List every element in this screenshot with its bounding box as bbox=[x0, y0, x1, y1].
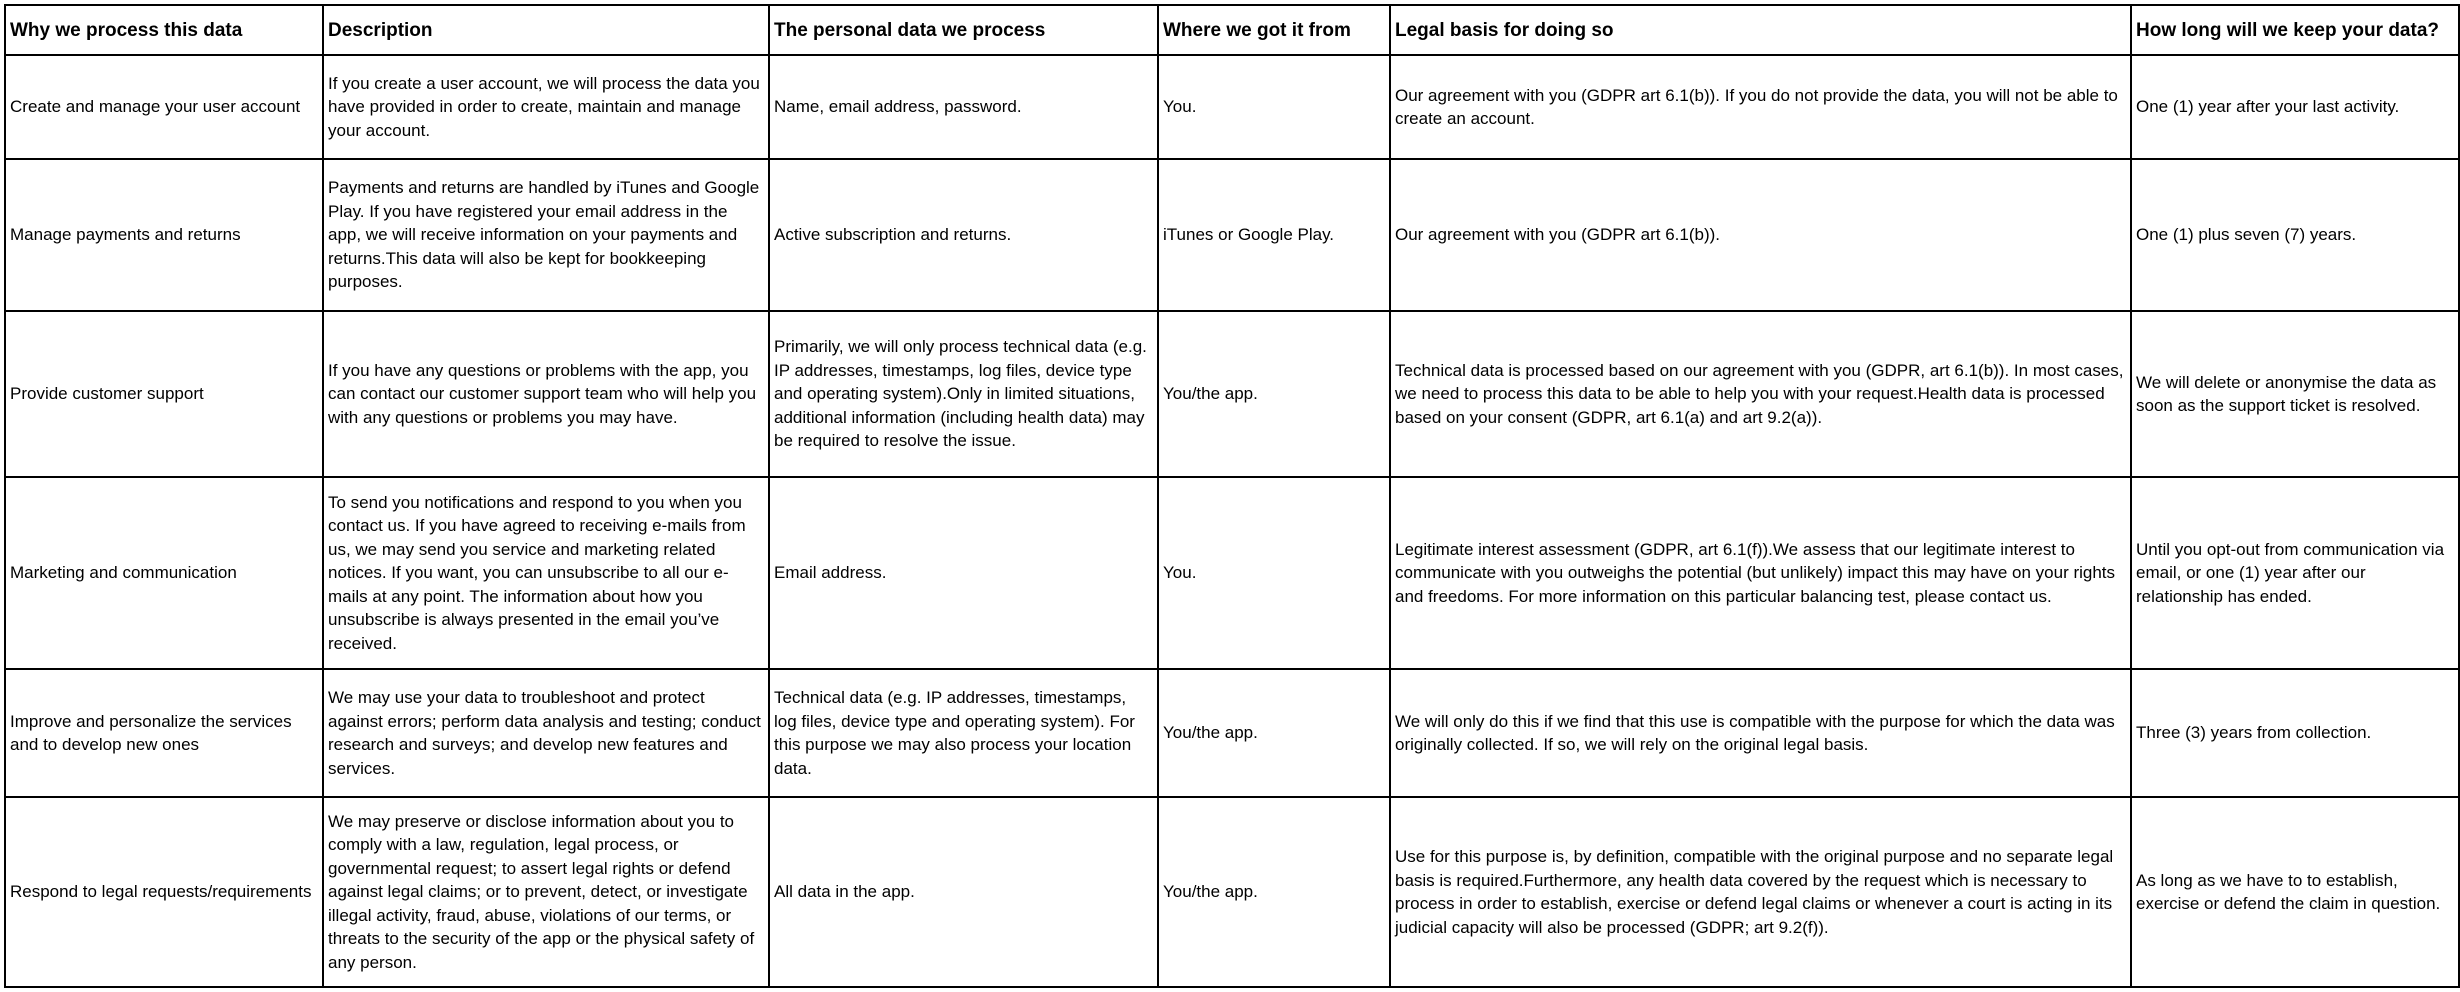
cell-retention: One (1) plus seven (7) years. bbox=[2131, 159, 2459, 311]
table-row bbox=[5, 159, 2459, 311]
table-row bbox=[5, 669, 2459, 797]
cell-purpose: Respond to legal requests/requirements bbox=[5, 797, 323, 987]
cell-retention: One (1) year after your last activity. bbox=[2131, 55, 2459, 159]
cell-purpose: Manage payments and returns bbox=[5, 159, 323, 311]
cell-retention: As long as we have to to establish, exercise or defend the claim in question. bbox=[2131, 797, 2459, 987]
cell-legal-basis: Use for this purpose is, by definition, compatible with the original purpose and no separate legal basis is required.Furthermore, any health data covered by the request which is necessary to process in order to establish, exercise or defend legal claims or whenever a court is acting in its judicial capacity will also be processed (GDPR; art 9.2(f)). bbox=[1390, 797, 2131, 987]
cell-source: iTunes or Google Play. bbox=[1158, 159, 1390, 311]
cell-description: Payments and returns are handled by iTunes and Google Play. If you have registered your email address in the app, we will receive information on your payments and returns.This data will also be kept for bookkeeping purposes. bbox=[323, 159, 769, 311]
header-description: Description bbox=[323, 5, 769, 55]
cell-description: We may use your data to troubleshoot and protect against errors; perform data analysis and testing; conduct research and surveys; and develop new features and services. bbox=[323, 669, 769, 797]
data-processing-table-container bbox=[4, 4, 2460, 988]
header-source: Where we got it from bbox=[1158, 5, 1390, 55]
header-personal-data: The personal data we process bbox=[769, 5, 1158, 55]
table-row bbox=[5, 797, 2459, 987]
header-purpose: Why we process this data bbox=[5, 5, 323, 55]
cell-personal-data: All data in the app. bbox=[769, 797, 1158, 987]
cell-personal-data: Name, email address, password. bbox=[769, 55, 1158, 159]
header-row bbox=[5, 5, 2459, 55]
cell-purpose: Marketing and communication bbox=[5, 477, 323, 669]
cell-source: You/the app. bbox=[1158, 311, 1390, 477]
table-row bbox=[5, 477, 2459, 669]
data-processing-table bbox=[4, 4, 2460, 988]
cell-description: We may preserve or disclose information about you to comply with a law, regulation, legal process, or governmental request; to assert legal rights or defend against legal claims; or to prevent, detect, or investigate illegal activity, fraud, abuse, violations of our terms, or threats to the security of the app or the physical safety of any person. bbox=[323, 797, 769, 987]
cell-description: If you create a user account, we will process the data you have provided in order to create, maintain and manage your account. bbox=[323, 55, 769, 159]
cell-purpose: Improve and personalize the services and to develop new ones bbox=[5, 669, 323, 797]
cell-legal-basis: Our agreement with you (GDPR art 6.1(b)). If you do not provide the data, you will not be able to create an account. bbox=[1390, 55, 2131, 159]
cell-legal-basis: We will only do this if we find that this use is compatible with the purpose for which the data was originally collected. If so, we will rely on the original legal basis. bbox=[1390, 669, 2131, 797]
table-header bbox=[5, 5, 2459, 55]
cell-personal-data: Email address. bbox=[769, 477, 1158, 669]
cell-retention: Until you opt-out from communication via email, or one (1) year after our relationship has ended. bbox=[2131, 477, 2459, 669]
table-body bbox=[5, 55, 2459, 987]
cell-legal-basis: Technical data is processed based on our agreement with you (GDPR, art 6.1(b)). In most cases, we need to process this data to be able to help you with your request.Health data is processed based on your consent (GDPR, art 6.1(a) and art 9.2(a)). bbox=[1390, 311, 2131, 477]
table-row bbox=[5, 311, 2459, 477]
cell-source: You/the app. bbox=[1158, 669, 1390, 797]
cell-personal-data: Technical data (e.g. IP addresses, timestamps, log files, device type and operating system). For this purpose we may also process your location data. bbox=[769, 669, 1158, 797]
header-legal-basis: Legal basis for doing so bbox=[1390, 5, 2131, 55]
cell-description: To send you notifications and respond to you when you contact us. If you have agreed to receiving e-mails from us, we may send you service and marketing related notices. If you want, you can unsubscribe to all our e-mails at any point. The information about how you unsubscribe is always presented in the email you’ve received. bbox=[323, 477, 769, 669]
table-row bbox=[5, 55, 2459, 159]
cell-personal-data: Active subscription and returns. bbox=[769, 159, 1158, 311]
cell-description: If you have any questions or problems with the app, you can contact our customer support team who will help you with any questions or problems you may have. bbox=[323, 311, 769, 477]
cell-source: You. bbox=[1158, 477, 1390, 669]
cell-legal-basis: Legitimate interest assessment (GDPR, art 6.1(f)).We assess that our legitimate interest to communicate with you outweighs the potential (but unlikely) impact this may have on your rights and freedoms. For more information on this particular balancing test, please contact us. bbox=[1390, 477, 2131, 669]
header-retention: How long will we keep your data? bbox=[2131, 5, 2459, 55]
cell-purpose: Provide customer support bbox=[5, 311, 323, 477]
cell-personal-data: Primarily, we will only process technical data (e.g. IP addresses, timestamps, log files, device type and operating system).Only in limited situations, additional information (including health data) may be required to resolve the issue. bbox=[769, 311, 1158, 477]
cell-legal-basis: Our agreement with you (GDPR art 6.1(b)). bbox=[1390, 159, 2131, 311]
cell-source: You. bbox=[1158, 55, 1390, 159]
cell-retention: We will delete or anonymise the data as soon as the support ticket is resolved. bbox=[2131, 311, 2459, 477]
cell-source: You/the app. bbox=[1158, 797, 1390, 987]
cell-retention: Three (3) years from collection. bbox=[2131, 669, 2459, 797]
cell-purpose: Create and manage your user account bbox=[5, 55, 323, 159]
